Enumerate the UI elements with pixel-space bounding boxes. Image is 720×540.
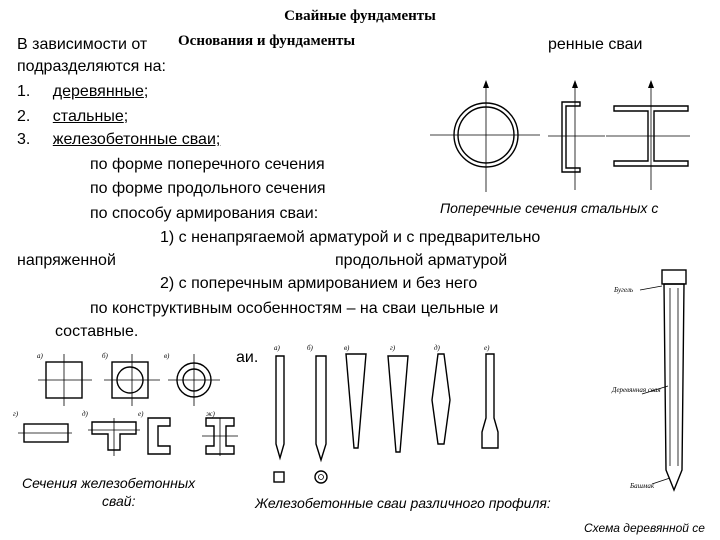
sec-label: а)	[37, 352, 43, 360]
sec-label: е)	[138, 410, 144, 418]
rc-profiles-figure	[262, 340, 502, 490]
caption-wood-pile: Схема деревянной се	[584, 521, 705, 535]
sec-label: ж)	[206, 410, 215, 418]
prof-label: б)	[307, 344, 313, 352]
construct-line-2: составные.	[55, 323, 139, 340]
list-label-steel: стальные	[52, 108, 124, 125]
prof-label: е)	[484, 344, 490, 352]
overlapping-header-text: Основания и фундаменты	[178, 33, 356, 49]
wood-label-bugel: Бугель	[614, 286, 634, 294]
sub-item-longitudinal: по форме продольного сечения	[90, 180, 326, 197]
prof-label: г)	[390, 344, 396, 352]
caption-rc-profiles: Железобетонные сваи различного профиля:	[255, 495, 551, 511]
reinf-line-1: 1) с ненапрягаемой арматурой и с предварительно	[160, 229, 541, 246]
intro-line-1-start: В зависимости от	[17, 36, 148, 53]
list-num: 3.	[17, 131, 31, 148]
sub-item-reinforcement: по способу армирования сваи:	[90, 205, 319, 222]
sec-label: г)	[13, 410, 19, 418]
reinf-line-2: 2) с поперечным армированием и без него	[160, 275, 478, 292]
list-item	[17, 83, 148, 101]
prof-label: в)	[344, 344, 350, 352]
caption-rc-sections-2: свай:	[102, 493, 136, 509]
sub-item-cross-section: по форме поперечного сечения	[90, 156, 325, 173]
page-title: Свайные фундаменты	[284, 8, 436, 24]
list-item	[17, 131, 220, 149]
wood-label-shoe: Башмак	[630, 482, 655, 490]
sec-label: б)	[102, 352, 108, 360]
intro-line-1-end: ренные сваи	[548, 36, 643, 53]
intro-line-2: подразделяются на:	[17, 58, 166, 75]
steel-sections-figure	[430, 80, 720, 200]
list-item	[17, 108, 128, 126]
caption-steel-sections: Поперечные сечения стальных с	[440, 200, 659, 216]
list-label-rc: железобетонные сваи;	[52, 131, 221, 148]
rc-sections-figure	[10, 338, 250, 463]
sec-label: в)	[164, 352, 170, 360]
construct-line-1: по конструктивным особенностям – на сваи цельные и	[90, 300, 499, 317]
list-num: 2.	[17, 108, 31, 125]
list-label-wooden: деревянные	[52, 83, 144, 100]
prof-label: а)	[274, 344, 280, 352]
caption-rc-sections: Сечения железобетонных	[22, 475, 196, 491]
list-num: 1.	[17, 83, 31, 100]
wood-pile-figure	[612, 262, 720, 502]
text-fragment: аи.	[236, 349, 259, 366]
wood-label-pile: Деревянная свая	[612, 386, 661, 394]
reinf-line-1b-left: напряженной	[17, 252, 116, 269]
sec-label: д)	[82, 410, 88, 418]
reinf-line-1b-right: продольной арматурой	[335, 252, 508, 269]
list-suffix: ;	[143, 83, 149, 100]
list-suffix: ;	[123, 108, 129, 125]
prof-label: д)	[434, 344, 440, 352]
